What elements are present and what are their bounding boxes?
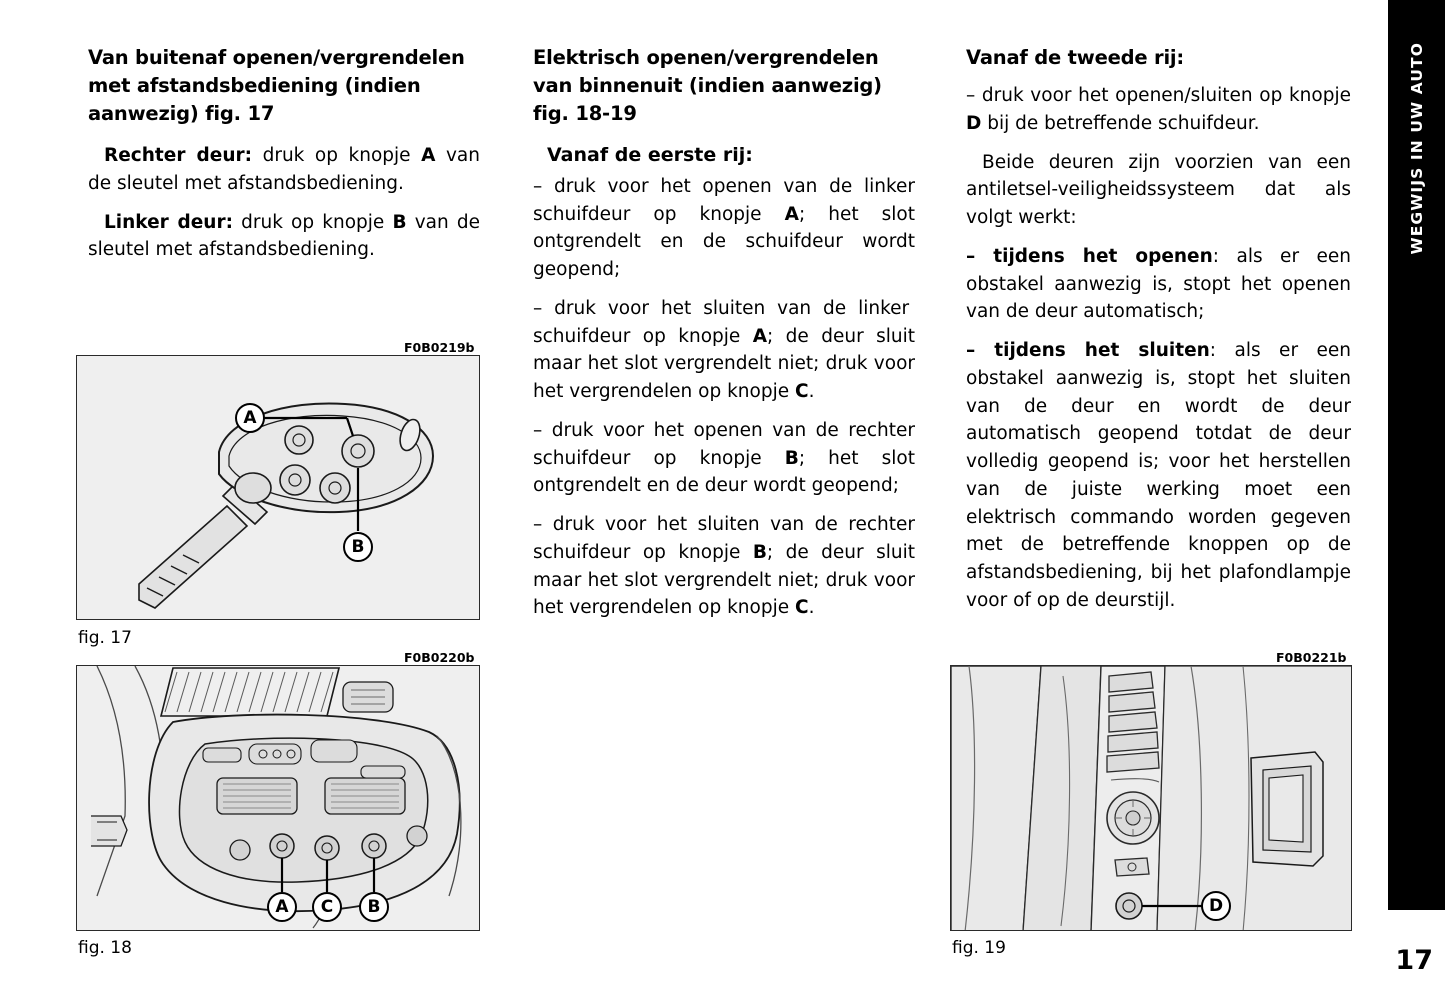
- item-open-label: – tijdens het openen: [966, 245, 1213, 267]
- right-door-button: A: [421, 145, 436, 167]
- section-tab-text: WEGWIJS IN UW AUTO: [1407, 42, 1426, 255]
- column2-item-3: – druk voor het openen van de rechter schuifdeur op knopje B; het slot ontgrendelt en de deur wordt geopend;: [533, 419, 915, 497]
- figure19-image: [950, 665, 1352, 931]
- right-door-text: druk op knopje: [252, 145, 422, 167]
- right-door-tail: van de sleutel met afstandsbediening.: [88, 145, 480, 194]
- column2-item-4: – druk voor het sluiten van de rechter schuifdeur op knopje B; de deur sluit maar het slot vergrendelt niet; druk voor het vergrendelen op knopje C.: [533, 514, 915, 619]
- figure19-caption: fig. 19: [952, 938, 1006, 958]
- item-close-text: : als er een obstakel aanwezig is, stopt het sluiten van de deur en wordt de deur automatisch geopend totdat de deur volledig geopend is; voor het herstellen van de juiste werking moet een elektrisch commando worden gegeven met de betreffende knoppen op de afstandsbediening, bij het plafondlampje voor of op de deurstijl.: [966, 340, 1351, 611]
- figure17-callout-a: A: [235, 403, 265, 433]
- figure17-image: [76, 355, 480, 620]
- column2-subheading: Vanaf de eerste rij:: [547, 144, 753, 167]
- key-fob-illustration: [77, 356, 480, 620]
- column2-item-2: – druk voor het sluiten van de linker schuifdeur op knopje A; de deur sluit maar het slot vergrendelt niet; druk voor het vergrendelen op knopje C.: [533, 297, 915, 403]
- column2-heading: Elektrisch openen/vergrendelen van binnenuit (indien aanwezig) fig. 18-19: [533, 46, 882, 126]
- page-number: 17: [1395, 945, 1433, 976]
- item-open-text: : als er een obstakel aanwezig is, stopt het openen van de deur automatisch;: [966, 245, 1351, 323]
- right-door-label: Rechter deur:: [104, 145, 253, 167]
- figure18-callout-a: A: [267, 892, 297, 922]
- figure18-code: F0B0220b: [404, 650, 475, 665]
- figure19-callout-d: D: [1201, 891, 1231, 921]
- figure18-callout-c: C: [312, 892, 342, 922]
- left-door-button: B: [392, 211, 407, 233]
- item-close-label: – tijdens het sluiten: [966, 340, 1210, 362]
- column3-heading: Vanaf de tweede rij:: [966, 46, 1185, 69]
- column1-paragraph-right-door: [88, 142, 480, 198]
- column2-item-1: – druk voor het openen van de linker schuifdeur op knopje A; het slot ontgrendelt en de schuifdeur wordt geopend;: [533, 175, 915, 281]
- figure17-code: F0B0219b: [404, 340, 475, 355]
- figure19-code: F0B0221b: [1276, 650, 1347, 665]
- figure18-callout-b: B: [359, 892, 389, 922]
- left-door-tail: van de sleutel met afstandsbediening.: [88, 211, 480, 261]
- left-door-label: Linker deur:: [104, 211, 233, 233]
- column1-heading: Van buitenaf openen/vergrendelen met afstandsbediening (indien aanwezig) fig. 17: [88, 46, 465, 126]
- figure17-caption: fig. 17: [78, 628, 132, 648]
- figure18-image: [76, 665, 480, 931]
- column1-paragraph-left-door: [88, 209, 480, 265]
- column3-paragraph-2: Beide deuren zijn voorzien van een antiletsel-veiligheidssysteem dat als volgt werkt:: [966, 151, 1351, 229]
- column-middle: [533, 44, 915, 633]
- column-right: [966, 44, 1351, 626]
- column3-item-open: [966, 243, 1351, 326]
- figure18-caption: fig. 18: [78, 938, 132, 958]
- section-tab-label: [1388, 0, 1445, 910]
- column3-item-close: [966, 337, 1351, 615]
- column-left: [88, 44, 480, 275]
- left-door-text: druk op knopje: [232, 211, 393, 233]
- figure17-callout-b: B: [343, 532, 373, 562]
- column3-paragraph-1: – druk voor het openen/sluiten op knopje D bij de betreffende schuifdeur.: [966, 85, 1351, 134]
- door-pillar-switch-illustration: [951, 666, 1352, 931]
